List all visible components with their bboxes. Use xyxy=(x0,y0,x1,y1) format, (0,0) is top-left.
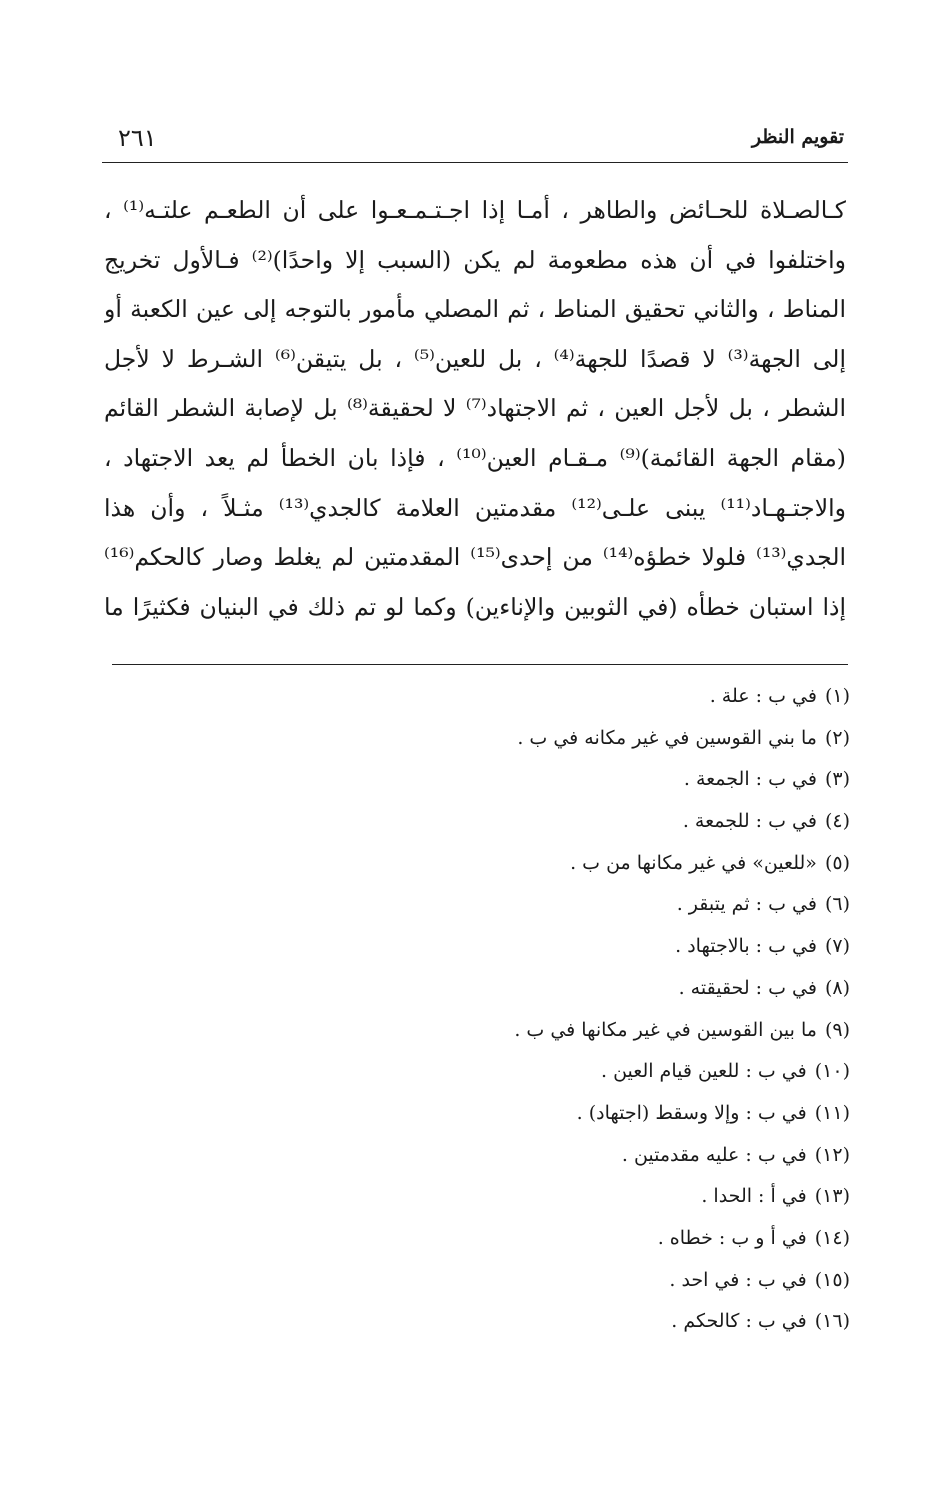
footnote-text: في ب : ثم يتبقر . xyxy=(676,893,817,916)
main-text xyxy=(104,186,846,632)
footnote-text: في ب : علة . xyxy=(709,685,817,707)
page-number: ٢٦١ xyxy=(118,124,157,152)
footnote xyxy=(112,679,850,721)
footnote-number: (١٤) xyxy=(814,1226,850,1249)
footnote xyxy=(112,929,850,971)
footnote-number: (٥) xyxy=(824,851,850,874)
footnote-text: «للعين» في غير مكانها من ب . xyxy=(570,851,817,874)
footnote xyxy=(112,804,850,846)
footnote-number: (٧) xyxy=(824,935,850,958)
footnote-number: (١٣) xyxy=(814,1185,850,1208)
footnote-text: في أ و ب : خطاه . xyxy=(657,1226,807,1249)
footnote-text: ما بني القوسين في غير مكانه في ب . xyxy=(517,726,817,749)
text-line: المناط ، والثاني تحقيق المناط ، ثم المصلي مأمور بالتوجه إلى عين الكعبة أو xyxy=(104,295,846,324)
footnote-number: (٢) xyxy=(824,726,850,749)
footnote-text: في ب : للجمعة . xyxy=(682,810,817,833)
footnote-number: (١٠) xyxy=(814,1060,850,1083)
footnotes xyxy=(112,679,850,1346)
footnote xyxy=(112,1304,850,1346)
footnote-number: (١٦) xyxy=(814,1310,850,1333)
footnote-text: ما بين القوسين في غير مكانها في ب . xyxy=(514,1018,817,1041)
text-line: واختلفوا في أن هذه مطعومة لم يكن (السبب إلا واحدًا)⁽²⁾ فـالأول تخريج xyxy=(104,245,846,274)
footnote-number: (٨) xyxy=(824,976,850,999)
text-line: الجدي⁽¹³⁾ فلولا خطؤه⁽¹⁴⁾ من إحدى⁽¹⁵⁾ المقدمتين لم يغلط وصار كالحكم⁽¹⁶⁾ xyxy=(104,543,846,572)
footnote-number: (٩) xyxy=(824,1018,850,1041)
footnote xyxy=(112,1054,850,1096)
footnote-text: في ب : الجمعة . xyxy=(683,768,817,791)
footnote-text: في ب : بالاجتهاد . xyxy=(675,935,817,958)
footnote-number: (١١) xyxy=(814,1101,850,1124)
text-line: كـالصـلاة للحـائض والطاهر ، أمـا إذا اجـتـمـعـوا على أن الطعـم علتـه⁽¹⁾ ، xyxy=(104,196,846,224)
footnote-rule xyxy=(112,664,848,665)
footnote xyxy=(112,721,850,763)
footnote-text: في ب : في احد . xyxy=(669,1268,807,1291)
running-header xyxy=(118,126,844,156)
footnote-text: في ب : كالحكم . xyxy=(671,1310,807,1333)
text-line: إذا استبان خطأه (في الثوبين والإناءين) وكما لو تم ذلك في البنيان فكثيرًا ما xyxy=(104,592,846,621)
text-line: إلى الجهة⁽³⁾ لا قصدًا للجهة⁽⁴⁾ ، بل للعين⁽⁵⁾ ، بل يتيقن⁽⁶⁾ الشـرط لا لأجل xyxy=(104,344,846,373)
footnote xyxy=(112,971,850,1013)
text-line: والاجتـهـاد⁽¹¹⁾ يبنى علـى⁽¹²⁾ مقدمتين العلامة كالجدي⁽¹³⁾ مثـلاً ، وأن هذا xyxy=(104,493,846,522)
footnote xyxy=(112,1138,850,1180)
footnote-text: في ب : للعين قيام العين . xyxy=(601,1060,807,1083)
footnote-number: (٤) xyxy=(824,810,850,833)
footnote-number: (٦) xyxy=(824,893,850,916)
footnote xyxy=(112,1096,850,1138)
footnote-text: في ب : لحقيقته . xyxy=(678,976,817,999)
footnote xyxy=(112,1179,850,1221)
footnote xyxy=(112,887,850,929)
footnote xyxy=(112,846,850,888)
footnote xyxy=(112,1221,850,1263)
text-line: (مقام الجهة القائمة)⁽⁹⁾ مـقـام العين⁽¹⁰⁾ ، فإذا بان الخطأ لم يعد الاجتهاد ، xyxy=(104,443,846,472)
running-title: تقويم النظر xyxy=(751,126,844,148)
footnote xyxy=(112,762,850,804)
footnote xyxy=(112,1013,850,1055)
text-line: الشطر ، بل لأجل العين ، ثم الاجتهاد⁽⁷⁾ لا لحقيقة⁽⁸⁾ بل لإصابة الشطر القائم xyxy=(104,394,846,423)
footnote-number: (١٥) xyxy=(814,1268,850,1291)
header-rule xyxy=(102,162,848,163)
footnote-number: (٣) xyxy=(824,768,850,791)
footnote-number: (١) xyxy=(824,685,850,707)
footnote-text: في ب : عليه مقدمتين . xyxy=(621,1143,807,1166)
footnote-text: في ب : وإلا وسقط (اجتهاد) . xyxy=(576,1101,807,1124)
footnote-text: في أ : الحدا . xyxy=(701,1185,807,1208)
footnote-number: (١٢) xyxy=(814,1143,850,1166)
footnote xyxy=(112,1263,850,1305)
